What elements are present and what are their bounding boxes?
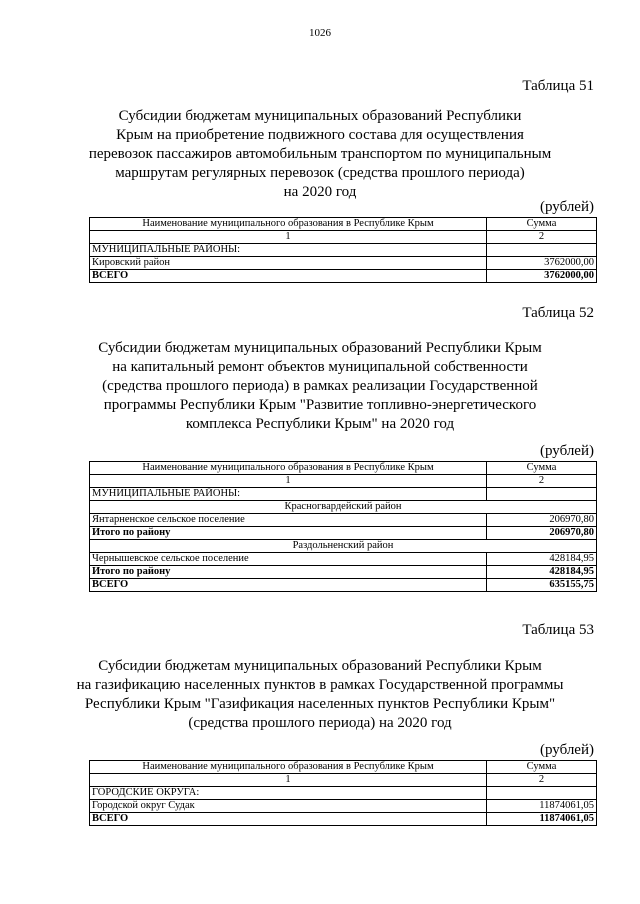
table-53-units: (рублей) xyxy=(539,742,594,758)
title-line: (средства прошлого периода) на 2020 год xyxy=(188,715,452,731)
table-52-title xyxy=(60,339,580,434)
title-line: программы Республики Крым "Развитие топливно-энергетического xyxy=(103,397,537,413)
row-name: МУНИЦИПАЛЬНЫЕ РАЙОНЫ: xyxy=(90,244,487,257)
title-line: маршрутам регулярных перевозок (средства прошлого периода) xyxy=(115,165,525,181)
row-name: МУНИЦИПАЛЬНЫЕ РАЙОНЫ: xyxy=(90,488,487,501)
table-header-row xyxy=(90,462,597,475)
row-value: 3762000,00 xyxy=(487,270,597,283)
table-district-row xyxy=(90,501,597,514)
row-value: 3762000,00 xyxy=(487,257,597,270)
row-value: 635155,75 xyxy=(487,579,597,592)
header-name: Наименование муниципального образования в Республике Крым xyxy=(90,761,487,774)
row-value xyxy=(487,787,597,800)
index-2: 2 xyxy=(487,475,597,488)
row-value xyxy=(487,244,597,257)
title-line: на капитальный ремонт объектов муниципальной собственности xyxy=(112,359,528,375)
title-line: Субсидии бюджетам муниципальных образований Республики xyxy=(118,108,522,124)
title-line: на газификацию населенных пунктов в рамках Государственной программы xyxy=(76,677,564,693)
header-name: Наименование муниципального образования в Республике Крым xyxy=(90,462,487,475)
table-district-row xyxy=(90,540,597,553)
table-subtotal-row xyxy=(90,527,597,540)
title-line: Республики Крым "Газификация населенных пунктов Республики Крым" xyxy=(84,696,556,712)
table-row xyxy=(90,488,597,501)
table-row xyxy=(90,787,597,800)
row-value: 206970,80 xyxy=(487,527,597,540)
title-line: (средства прошлого периода) в рамках реализации Государственной xyxy=(102,378,538,394)
header-sum: Сумма xyxy=(487,462,597,475)
table-53 xyxy=(89,760,597,826)
table-52-label: Таблица 52 xyxy=(522,305,594,321)
title-line: перевозок пассажиров автомобильным транспортом по муниципальным xyxy=(88,146,552,162)
table-row xyxy=(90,514,597,527)
table-header-row xyxy=(90,761,597,774)
table-header-row xyxy=(90,218,597,231)
table-subtotal-row xyxy=(90,566,597,579)
table-index-row xyxy=(90,231,597,244)
header-name: Наименование муниципального образования в Республике Крым xyxy=(90,218,487,231)
title-line: Крым на приобретение подвижного состава для осуществления xyxy=(116,127,524,143)
table-51-label: Таблица 51 xyxy=(522,78,594,94)
district-name: Раздольненский район xyxy=(90,540,597,553)
table-index-row xyxy=(90,774,597,787)
index-1: 1 xyxy=(90,774,487,787)
table-53-label: Таблица 53 xyxy=(522,622,594,638)
row-value: 206970,80 xyxy=(487,514,597,527)
index-2: 2 xyxy=(487,231,597,244)
row-name: Итого по району xyxy=(90,527,487,540)
index-1: 1 xyxy=(90,231,487,244)
row-name: ВСЕГО xyxy=(90,579,487,592)
table-row xyxy=(90,257,597,270)
row-name: ВСЕГО xyxy=(90,270,487,283)
table-51 xyxy=(89,217,597,283)
row-value: 428184,95 xyxy=(487,553,597,566)
row-name: Итого по району xyxy=(90,566,487,579)
title-line: Субсидии бюджетам муниципальных образований Республики Крым xyxy=(98,340,542,356)
header-sum: Сумма xyxy=(487,218,597,231)
row-name: Городской округ Судак xyxy=(90,800,487,813)
row-name: Чернышевское сельское поселение xyxy=(90,553,487,566)
row-name: Янтарненское сельское поселение xyxy=(90,514,487,527)
row-value: 11874061,05 xyxy=(487,813,597,826)
row-name: ВСЕГО xyxy=(90,813,487,826)
row-value xyxy=(487,488,597,501)
table-52 xyxy=(89,461,597,592)
title-line: Субсидии бюджетам муниципальных образований Республики Крым xyxy=(98,658,542,674)
table-total-row xyxy=(90,579,597,592)
table-row xyxy=(90,800,597,813)
table-51-title xyxy=(60,107,580,202)
row-value: 11874061,05 xyxy=(487,800,597,813)
table-53-title xyxy=(60,657,580,733)
table-51-units: (рублей) xyxy=(539,199,594,215)
row-value: 428184,95 xyxy=(487,566,597,579)
row-name: Кировский район xyxy=(90,257,487,270)
table-row xyxy=(90,553,597,566)
title-line: на 2020 год xyxy=(283,184,357,200)
title-line: комплекса Республики Крым" на 2020 год xyxy=(185,416,455,432)
page-number: 1026 xyxy=(309,27,331,39)
table-index-row xyxy=(90,475,597,488)
index-1: 1 xyxy=(90,475,487,488)
table-52-units: (рублей) xyxy=(539,443,594,459)
table-total-row xyxy=(90,813,597,826)
index-2: 2 xyxy=(487,774,597,787)
table-row xyxy=(90,244,597,257)
table-total-row xyxy=(90,270,597,283)
row-name: ГОРОДСКИЕ ОКРУГА: xyxy=(90,787,487,800)
district-name: Красногвардейский район xyxy=(90,501,597,514)
header-sum: Сумма xyxy=(487,761,597,774)
